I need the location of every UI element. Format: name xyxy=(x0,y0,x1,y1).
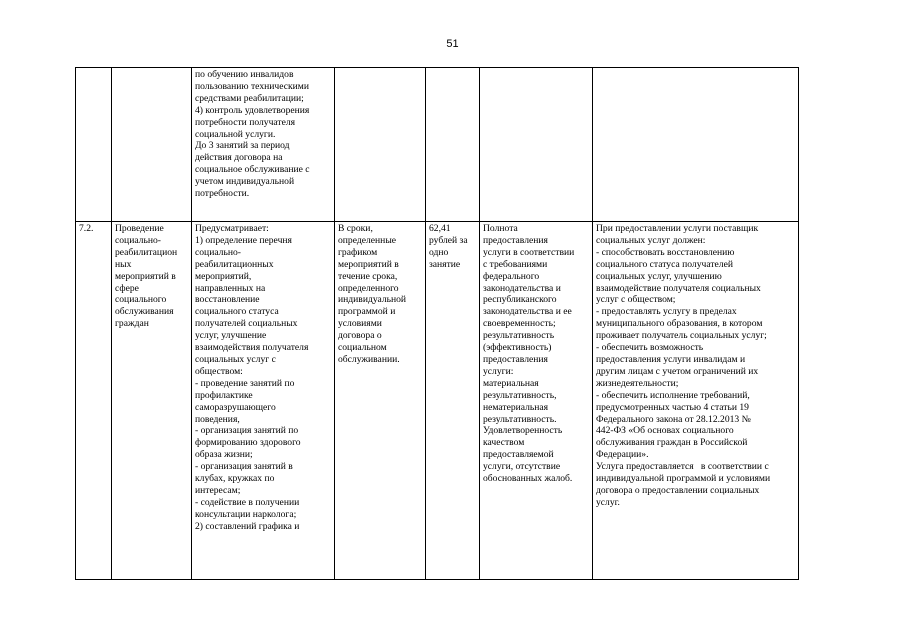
service-terms-cell xyxy=(335,68,426,222)
page-number: 51 xyxy=(446,38,459,50)
service-conditions-cell xyxy=(593,68,799,222)
service-number-cell xyxy=(76,68,112,222)
service-description-cell: по обучению инвалидов пользованию техническими средствами реабилитации; 4) контроль удовлетворения потребности получателя социальной услуги. До 3 занятий за период действия договора на социальное обслуживание с учетом индивидуальной потребности. xyxy=(192,68,335,222)
service-conditions-cell: При предоставлении услуги поставщик социальных услуг должен: - способствовать восстановлению социального статуса получателей социальных услуг, улучшению взаимодействие получателя социальных услуг с обществом; - предоставлять услугу в пределах муниципального образования, в котором проживает получатель социальных услуг; - обеспечить возможность предоставления услуги инвалидам и другим лицам с учетом ограничений их жизнедеятельности; - обеспечить исполнение требований, предусмотренных частью 4 статьи 19 Федерального закона от 28.12.2013 № 442-ФЗ «Об основах социального обслуживания граждан в Российской Федерации». Услуга предоставляется в соответствии с индивидуальной программой и условиями договора о предоставлении социальных услуг. xyxy=(593,222,799,580)
service-terms-cell: В сроки, определенные графиком мероприятий в течение срока, определенного индивидуальной программой и условиями договора о социальном обслуживании. xyxy=(335,222,426,580)
service-indicators-cell: Полнота предоставления услуги в соответствии с требованиями федерального законодательства и республиканского законодательства и ее своевременность; результативность (эффективность) предоставления услуги: материальная результативность, нематериальная результативность. Удовлетворенность качеством предоставляемой услуги, отсутствие обоснованных жалоб. xyxy=(480,222,593,580)
service-indicators-cell xyxy=(480,68,593,222)
service-price-cell xyxy=(426,68,480,222)
services-table xyxy=(75,67,799,580)
table-row xyxy=(76,68,799,222)
service-price-cell: 62,41 рублей за одно занятие xyxy=(426,222,480,580)
service-name-cell xyxy=(112,68,192,222)
service-name-cell: Проведение социально- реабилитацион ных мероприятий в сфере социального обслуживания граждан xyxy=(112,222,192,580)
service-description-cell: Предусматривает: 1) определение перечня социально- реабилитационных мероприятий, направленных на восстановление социального статуса получателей социальных услуг, улучшение взаимодействия получателя социальных услуг с обществом: - проведение занятий по профилактике саморазрушающего поведения, - организация занятий по формированию здорового образа жизни; - организация занятий в клубах, кружках по интересам; - содействие в получении консультации нарколога; 2) составлений графика и xyxy=(192,222,335,580)
table-row xyxy=(76,222,799,580)
service-number-cell: 7.2. xyxy=(76,222,112,580)
